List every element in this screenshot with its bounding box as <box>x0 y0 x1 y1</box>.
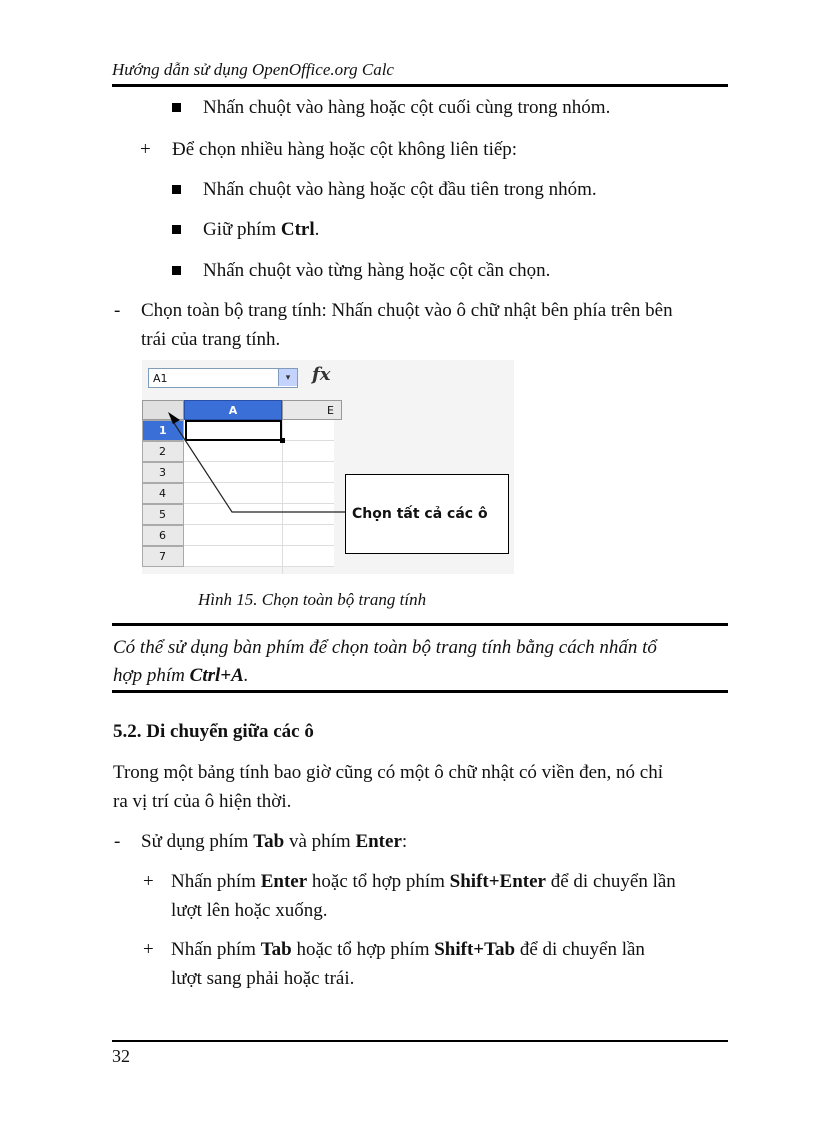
page-number: 32 <box>112 1046 130 1066</box>
paragraph-line: trái của trang tính. <box>141 329 281 350</box>
figure-caption: Hình 15. Chọn toàn bộ trang tính <box>198 590 427 609</box>
note-line: hợp phím Ctrl+A. <box>113 665 249 686</box>
function-wizard-icon[interactable]: fx <box>312 364 331 385</box>
column-header-a[interactable]: A <box>184 400 282 420</box>
list-item: Để chọn nhiều hàng hoặc cột không liên tiếp: <box>172 139 518 160</box>
row-header[interactable]: 5 <box>142 504 184 525</box>
bullet-square-icon <box>172 266 181 275</box>
arrow-pointer-icon <box>168 412 180 424</box>
row-header[interactable]: 7 <box>142 546 184 567</box>
row-header[interactable]: 6 <box>142 525 184 546</box>
list-item: Nhấn phím Tab hoặc tổ hợp phím Shift+Tab để di chuyển lần <box>171 939 645 960</box>
row-header[interactable]: 3 <box>142 462 184 483</box>
footer-rule <box>112 1040 728 1042</box>
bullet-item: Nhấn chuột vào hàng hoặc cột đầu tiên trong nhóm. <box>203 179 597 200</box>
plus-marker: + <box>143 939 154 960</box>
bullet-item: Nhấn chuột vào hàng hoặc cột cuối cùng trong nhóm. <box>203 97 611 118</box>
plus-marker: + <box>140 139 151 160</box>
section-heading: 5.2. Di chuyển giữa các ô <box>113 721 314 742</box>
paragraph-line: Trong một bảng tính bao giờ cũng có một ô chữ nhật có viền đen, nó chỉ <box>113 762 663 783</box>
callout-box: Chọn tất cả các ô <box>345 474 509 554</box>
row-header[interactable]: 4 <box>142 483 184 504</box>
list-item-continued: lượt sang phải hoặc trái. <box>171 968 355 989</box>
note-bottom-rule <box>112 690 728 693</box>
paragraph-line: ra vị trí của ô hiện thời. <box>113 791 292 812</box>
name-box-input[interactable]: A1 <box>148 368 298 388</box>
running-header: Hướng dẫn sử dụng OpenOffice.org Calc <box>112 60 394 79</box>
column-header-b[interactable]: E <box>282 400 342 420</box>
list-item: Nhấn phím Enter hoặc tổ hợp phím Shift+Enter để di chuyển lần <box>171 871 676 892</box>
chevron-down-icon[interactable]: ▾ <box>278 369 297 386</box>
header-rule <box>112 84 728 87</box>
note-line: Có thể sử dụng bàn phím để chọn toàn bộ trang tính bằng cách nhấn tổ <box>113 637 657 658</box>
list-item: Sử dụng phím Tab và phím Enter: <box>141 831 408 852</box>
list-item-continued: lượt lên hoặc xuống. <box>171 900 328 921</box>
note-top-rule <box>112 623 728 626</box>
bullet-square-icon <box>172 225 181 234</box>
plus-marker: + <box>143 871 154 892</box>
bullet-square-icon <box>172 103 181 112</box>
bullet-item: Giữ phím Ctrl. <box>203 219 320 240</box>
paragraph-line: Chọn toàn bộ trang tính: Nhấn chuột vào ô chữ nhật bên phía trên bên <box>141 300 673 321</box>
dash-marker: - <box>114 831 121 852</box>
bullet-square-icon <box>172 185 181 194</box>
bullet-item: Nhấn chuột vào từng hàng hoặc cột cần chọn. <box>203 260 551 281</box>
dash-marker: - <box>114 300 121 321</box>
row-header[interactable]: 2 <box>142 441 184 462</box>
row-header[interactable]: 1 <box>142 420 184 441</box>
